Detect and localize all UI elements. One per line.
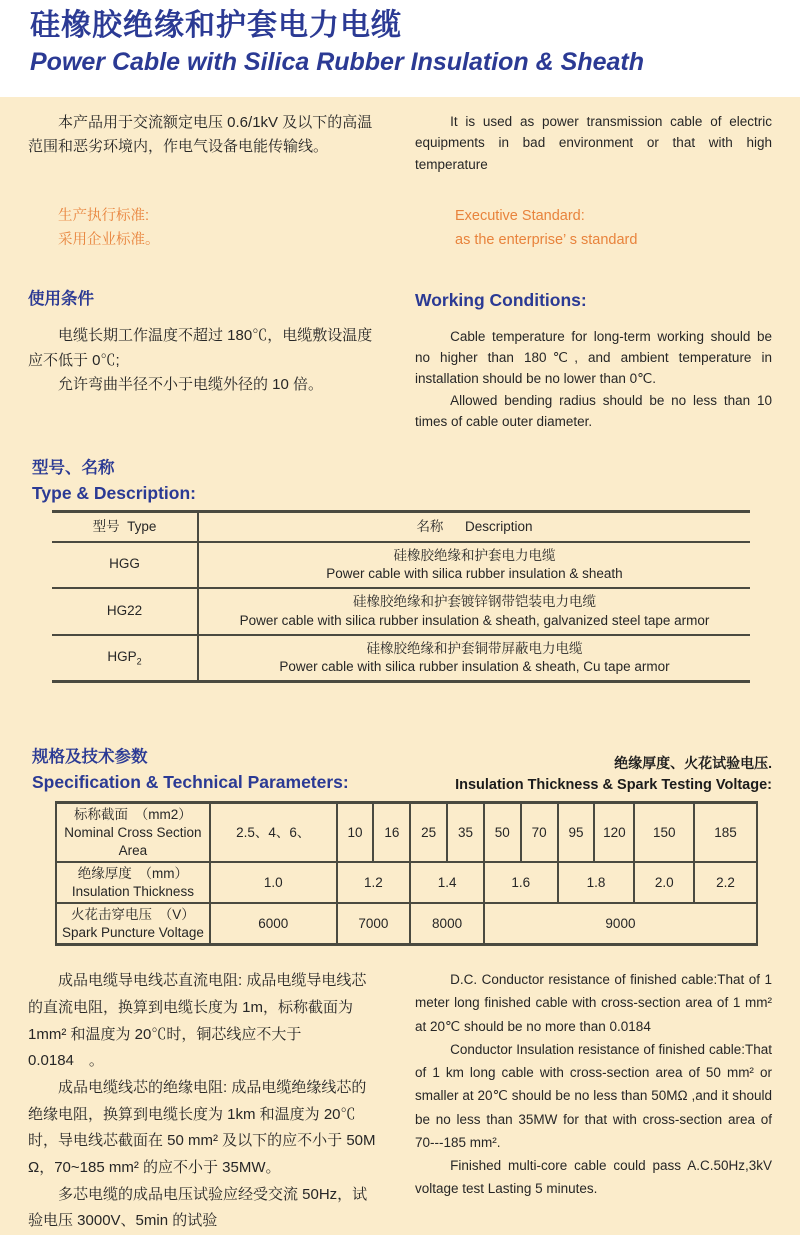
spec-heading-zh: 规格及技术参数 — [32, 748, 148, 767]
type-heading-zh: 型号、名称 — [32, 459, 115, 478]
type-code-cell: $HGP_2$ — [52, 635, 198, 682]
working-conditions-en-p2: Allowed bending radius should be no less than 10 times of cable outer diameter. — [415, 392, 772, 429]
technical-notes-section — [0, 968, 800, 1235]
thickness-value: 1.2 — [337, 862, 411, 903]
cross-section-value: 16 — [373, 803, 410, 862]
working-conditions-zh-p1: 电缆长期工作温度不超过 180℃，电缆敷设温度应不低于 0℃; — [28, 327, 373, 369]
spark-voltage-row-label: 火花击穿电压 （V） Spark Puncture Voltage — [56, 903, 210, 945]
page-title-chinese: 硅橡胶绝缘和护套电力电缆 — [30, 9, 402, 42]
thickness-value: 2.0 — [634, 862, 694, 903]
thickness-value: 2.2 — [694, 862, 757, 903]
page-header — [0, 0, 800, 97]
executive-standard-zh — [0, 205, 385, 253]
table-row — [52, 542, 750, 588]
spec-row-insulation-thickness — [56, 862, 757, 903]
insulation-thickness-row-label: 绝缘厚度 （mm） Insulation Thickness — [56, 862, 210, 903]
spec-heading-en: Specification & Technical Parameters: — [32, 771, 349, 792]
executive-standard-section — [0, 205, 800, 253]
voltage-value: 8000 — [410, 903, 484, 945]
type-description-table — [52, 510, 750, 683]
spec-heading-section — [0, 747, 800, 793]
cross-section-value: 150 — [634, 803, 694, 862]
page-body — [0, 111, 800, 1235]
type-table-header-row — [52, 512, 750, 542]
cross-section-value: 10 — [337, 803, 374, 862]
working-conditions-zh-p2: 允许弯曲半径不小于电缆外径的 10 倍。 — [58, 375, 324, 393]
thickness-value: 1.4 — [410, 862, 484, 903]
table-row — [52, 588, 750, 634]
standard-line-en-2: as the enterprise’ s standard — [455, 231, 638, 248]
type-column-header: 型号 Type — [52, 512, 198, 542]
working-conditions-heading-en: Working Conditions: — [415, 289, 587, 310]
note-zh-voltage-test: 多芯电缆的成品电压试验应经受交流 50Hz，试验电压 3000V、5min 的试验 — [28, 1185, 368, 1230]
standard-line-en-1: Executive Standard: — [455, 207, 585, 224]
cross-section-value: 50 — [484, 803, 521, 862]
voltage-value: 7000 — [337, 903, 411, 945]
note-en-dc-resistance: D.C. Conductor resistance of finished cable:That of 1 meter long finished cable with cross-section area of 1 mm² at 20℃ should be no more than 0.0184 — [415, 972, 772, 1034]
type-desc-cell: 硅橡胶绝缘和护套电力电缆 Power cable with silica rubber insulation & sheath — [198, 542, 750, 588]
voltage-value: 9000 — [484, 903, 757, 945]
intro-paragraph-en: It is used as power transmission cable of electric equipments in bad environment or that with high temperature — [415, 114, 772, 172]
spec-parameters-table — [55, 801, 758, 946]
type-code-cell: HG22 — [52, 588, 198, 634]
working-conditions-heading-zh: 使用条件 — [28, 289, 94, 308]
table-row — [52, 635, 750, 682]
notes-zh — [0, 968, 385, 1235]
notes-en — [385, 968, 800, 1235]
thickness-value: 1.6 — [484, 862, 558, 903]
cross-section-value: 95 — [558, 803, 595, 862]
spec-row-cross-section — [56, 803, 757, 862]
note-zh-insulation-resistance: 成品电缆线芯的绝缘电阻: 成品电缆绝缘线芯的绝缘电阻，换算到电缆长度为 1km 和温度为 20℃时，导电线芯截面在 50 mm² 及以下的应不小于 50M Ω，70~185 mm² 的应不小于 35MW。 — [28, 1078, 376, 1177]
spec-row-spark-voltage — [56, 903, 757, 945]
page-title-english: Power Cable with Silica Rubber Insulation & Sheath — [30, 47, 644, 76]
working-conditions-section — [0, 289, 800, 432]
note-en-voltage-test: Finished multi-core cable could pass A.C.50Hz,3kV voltage test Lasting 5 minutes. — [415, 1157, 772, 1197]
type-heading-en: Type & Description: — [32, 482, 197, 503]
insulation-thickness-label-zh: 绝缘厚度、火花试验电压. — [614, 755, 772, 772]
description-column-header: 名称 Description — [416, 519, 533, 535]
intro-section — [0, 111, 800, 175]
type-desc-cell: 硅橡胶绝缘和护套铜带屏蔽电力电缆 Power cable with silica rubber insulation & sheath, Cu tape armor — [198, 635, 750, 682]
standard-line-zh-1: 生产执行标准: — [58, 207, 150, 224]
cross-section-value: 120 — [594, 803, 634, 862]
insulation-thickness-label-en: Insulation Thickness & Spark Testing Voltage: — [455, 777, 772, 794]
cross-section-value: 35 — [447, 803, 484, 862]
type-desc-cell: 硅橡胶绝缘和护套镀锌钢带铠装电力电缆 Power cable with silica rubber insulation & sheath, galvanized steel tape armor — [198, 588, 750, 634]
note-zh-dc-resistance: 成品电缆导电线芯直流电阻: 成品电缆导电线芯的直流电阻，换算到电缆长度为 1m，标称截面为 1mm² 和温度为 20℃时，铜芯线应不大于 0.0184 。 — [28, 972, 367, 1070]
thickness-value: 1.8 — [558, 862, 635, 903]
cross-section-value: 70 — [521, 803, 558, 862]
cross-section-label: 标称截面 （mm2） Nominal Cross Section Area — [56, 803, 210, 862]
cross-section-value: 2.5、4、6、 — [210, 803, 337, 862]
type-description-section — [0, 458, 800, 683]
intro-paragraph-zh: 本产品用于交流额定电压 0.6/1kV 及以下的高温范围和恶劣环境内，作电气设备电能传输线。 — [28, 114, 373, 156]
cross-section-value: 185 — [694, 803, 757, 862]
executive-standard-en — [385, 205, 800, 253]
working-conditions-en-p1: Cable temperature for long-term working should be no higher than 180℃, and ambient temperature in installation should be no lower than 0℃. — [415, 328, 772, 387]
type-code-cell: HGG — [52, 542, 198, 588]
standard-line-zh-2: 采用企业标准。 — [58, 231, 160, 248]
note-en-insulation-resistance: Conductor Insulation resistance of finished cable:That of 1 km long cable with cross-section area of 50 mm² or smaller at 20℃ should be no less than 50MΩ ,and it should be no less than 35MW for that with cross-section area of 70---185 mm². — [415, 1041, 772, 1150]
thickness-value: 1.0 — [210, 862, 337, 903]
cross-section-value: 25 — [410, 803, 447, 862]
voltage-value: 6000 — [210, 903, 337, 945]
